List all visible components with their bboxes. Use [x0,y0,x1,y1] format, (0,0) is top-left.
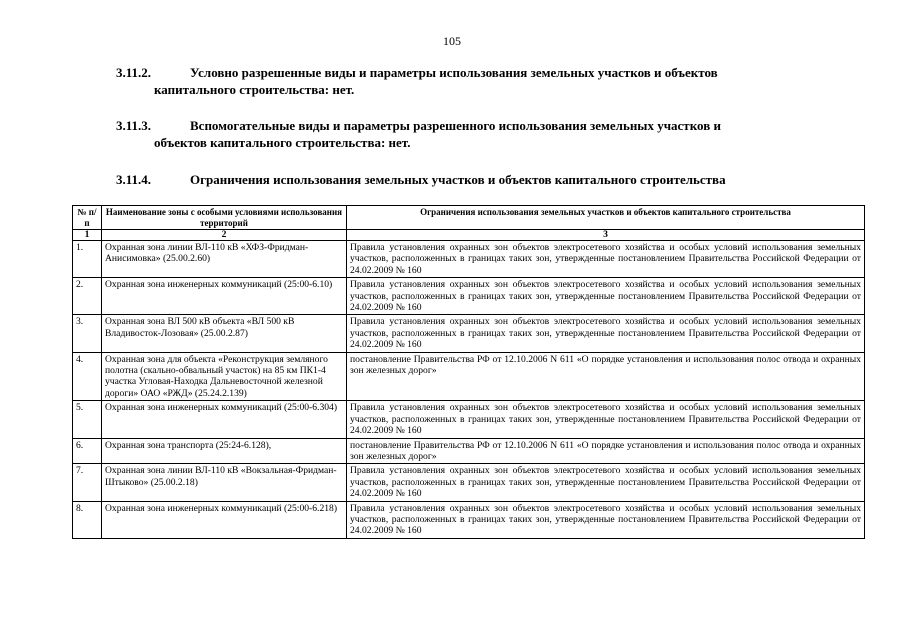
table-row [73,278,865,315]
section-3-11-2-heading [116,64,858,98]
row-number: 4. [73,352,102,401]
restriction-text: Правила установления охранных зон объектов электросетевого хозяйства и особых условий использования земельных участков, расположенных в границах таких зон, утвержденные постановлением Правительства Российской Федерации от 24.02.2009 № 160 [347,315,865,352]
zone-name: Охранная зона линии ВЛ-110 кВ «ХФЗ-Фридман-Анисимовка» (25.00.2.60) [102,241,347,278]
table-row [73,501,865,538]
restriction-text: Правила установления охранных зон объектов электросетевого хозяйства и особых условий использования земельных участков, расположенных в границах таких зон, утвержденные постановлением Правительства Российской Федерации от 24.02.2009 № 160 [347,464,865,501]
zone-name: Охранная зона транспорта (25:24-6.128), [102,438,347,464]
table-row [73,438,865,464]
section-title-line1: Вспомогательные виды и параметры разрешенного использования земельных участков и [190,118,721,133]
section-title: Ограничения использования земельных участков и объектов капитального строительства [190,172,726,187]
restriction-text: Правила установления охранных зон объектов электросетевого хозяйства и особых условий использования земельных участков, расположенных в границах таких зон, утвержденные постановлением Правительства Российской Федерации от 24.02.2009 № 160 [347,501,865,538]
table-row [73,315,865,352]
header-restrictions: Ограничения использования земельных участков и объектов капитального строительства [347,206,865,230]
table-row [73,464,865,501]
section-3-11-4-heading [116,171,858,188]
zone-name: Охранная зона инженерных коммуникаций (25:00-6.218) [102,501,347,538]
column-index: 1 [73,230,102,241]
page-number: 105 [443,34,461,48]
restrictions-table [72,205,865,539]
zone-name: Охранная зона инженерных коммуникаций (25:00-6.10) [102,278,347,315]
table-header-row [73,206,865,230]
row-number: 7. [73,464,102,501]
section-title-line1: Условно разрешенные виды и параметры использования земельных участков и объектов [190,65,718,80]
row-number: 8. [73,501,102,538]
row-number: 5. [73,401,102,438]
section-title-line2: капитального строительства: нет. [154,82,355,97]
zone-name: Охранная зона инженерных коммуникаций (25:00-6.304) [102,401,347,438]
column-index-row [73,230,865,241]
header-zone-name: Наименование зоны с особыми условиями использования территорий [102,206,347,230]
header-number: № п/п [73,206,102,230]
row-number: 6. [73,438,102,464]
row-number: 3. [73,315,102,352]
restriction-text: Правила установления охранных зон объектов электросетевого хозяйства и особых условий использования земельных участков, расположенных в границах таких зон, утвержденные постановлением Правительства Российской Федерации от 24.02.2009 № 160 [347,401,865,438]
section-3-11-3-heading [116,117,858,151]
row-number: 1. [73,241,102,278]
table-row [73,241,865,278]
restriction-text: Правила установления охранных зон объектов электросетевого хозяйства и особых условий использования земельных участков, расположенных в границах таких зон, утвержденные постановлением Правительства Российской Федерации от 24.02.2009 № 160 [347,241,865,278]
restriction-text: постановление Правительства РФ от 12.10.2006 N 611 «О порядке установления и использования полос отвода и охранных зон железных дорог» [347,352,865,401]
section-title-line2: объектов капитального строительства: нет. [154,135,411,150]
section-number: 3.11.4. [116,172,152,187]
table-row [73,352,865,401]
restriction-text: постановление Правительства РФ от 12.10.2006 N 611 «О порядке установления и использования полос отвода и охранных зон железных дорог» [347,438,865,464]
column-index: 2 [102,230,347,241]
restriction-text: Правила установления охранных зон объектов электросетевого хозяйства и особых условий использования земельных участков, расположенных в границах таких зон, утвержденные постановлением Правительства Российской Федерации от 24.02.2009 № 160 [347,278,865,315]
zone-name: Охранная зона ВЛ 500 кВ объекта «ВЛ 500 кВ Владивосток-Лозовая» (25.00.2.87) [102,315,347,352]
row-number: 2. [73,278,102,315]
column-index: 3 [347,230,865,241]
section-number: 3.11.2. [116,65,152,80]
zone-name: Охранная зона для объекта «Реконструкция земляного полотна (скально-обвальный участок) на 85 км ПК1-4 участка Угловая-Находка Дальневосточной железной дороги» ОАО «РЖД» (25.24.2.139) [102,352,347,401]
zone-name: Охранная зона линии ВЛ-110 кВ «Вокзальная-Фридман-Штыково» (25.00.2.18) [102,464,347,501]
section-number: 3.11.3. [116,118,152,133]
table-row [73,401,865,438]
